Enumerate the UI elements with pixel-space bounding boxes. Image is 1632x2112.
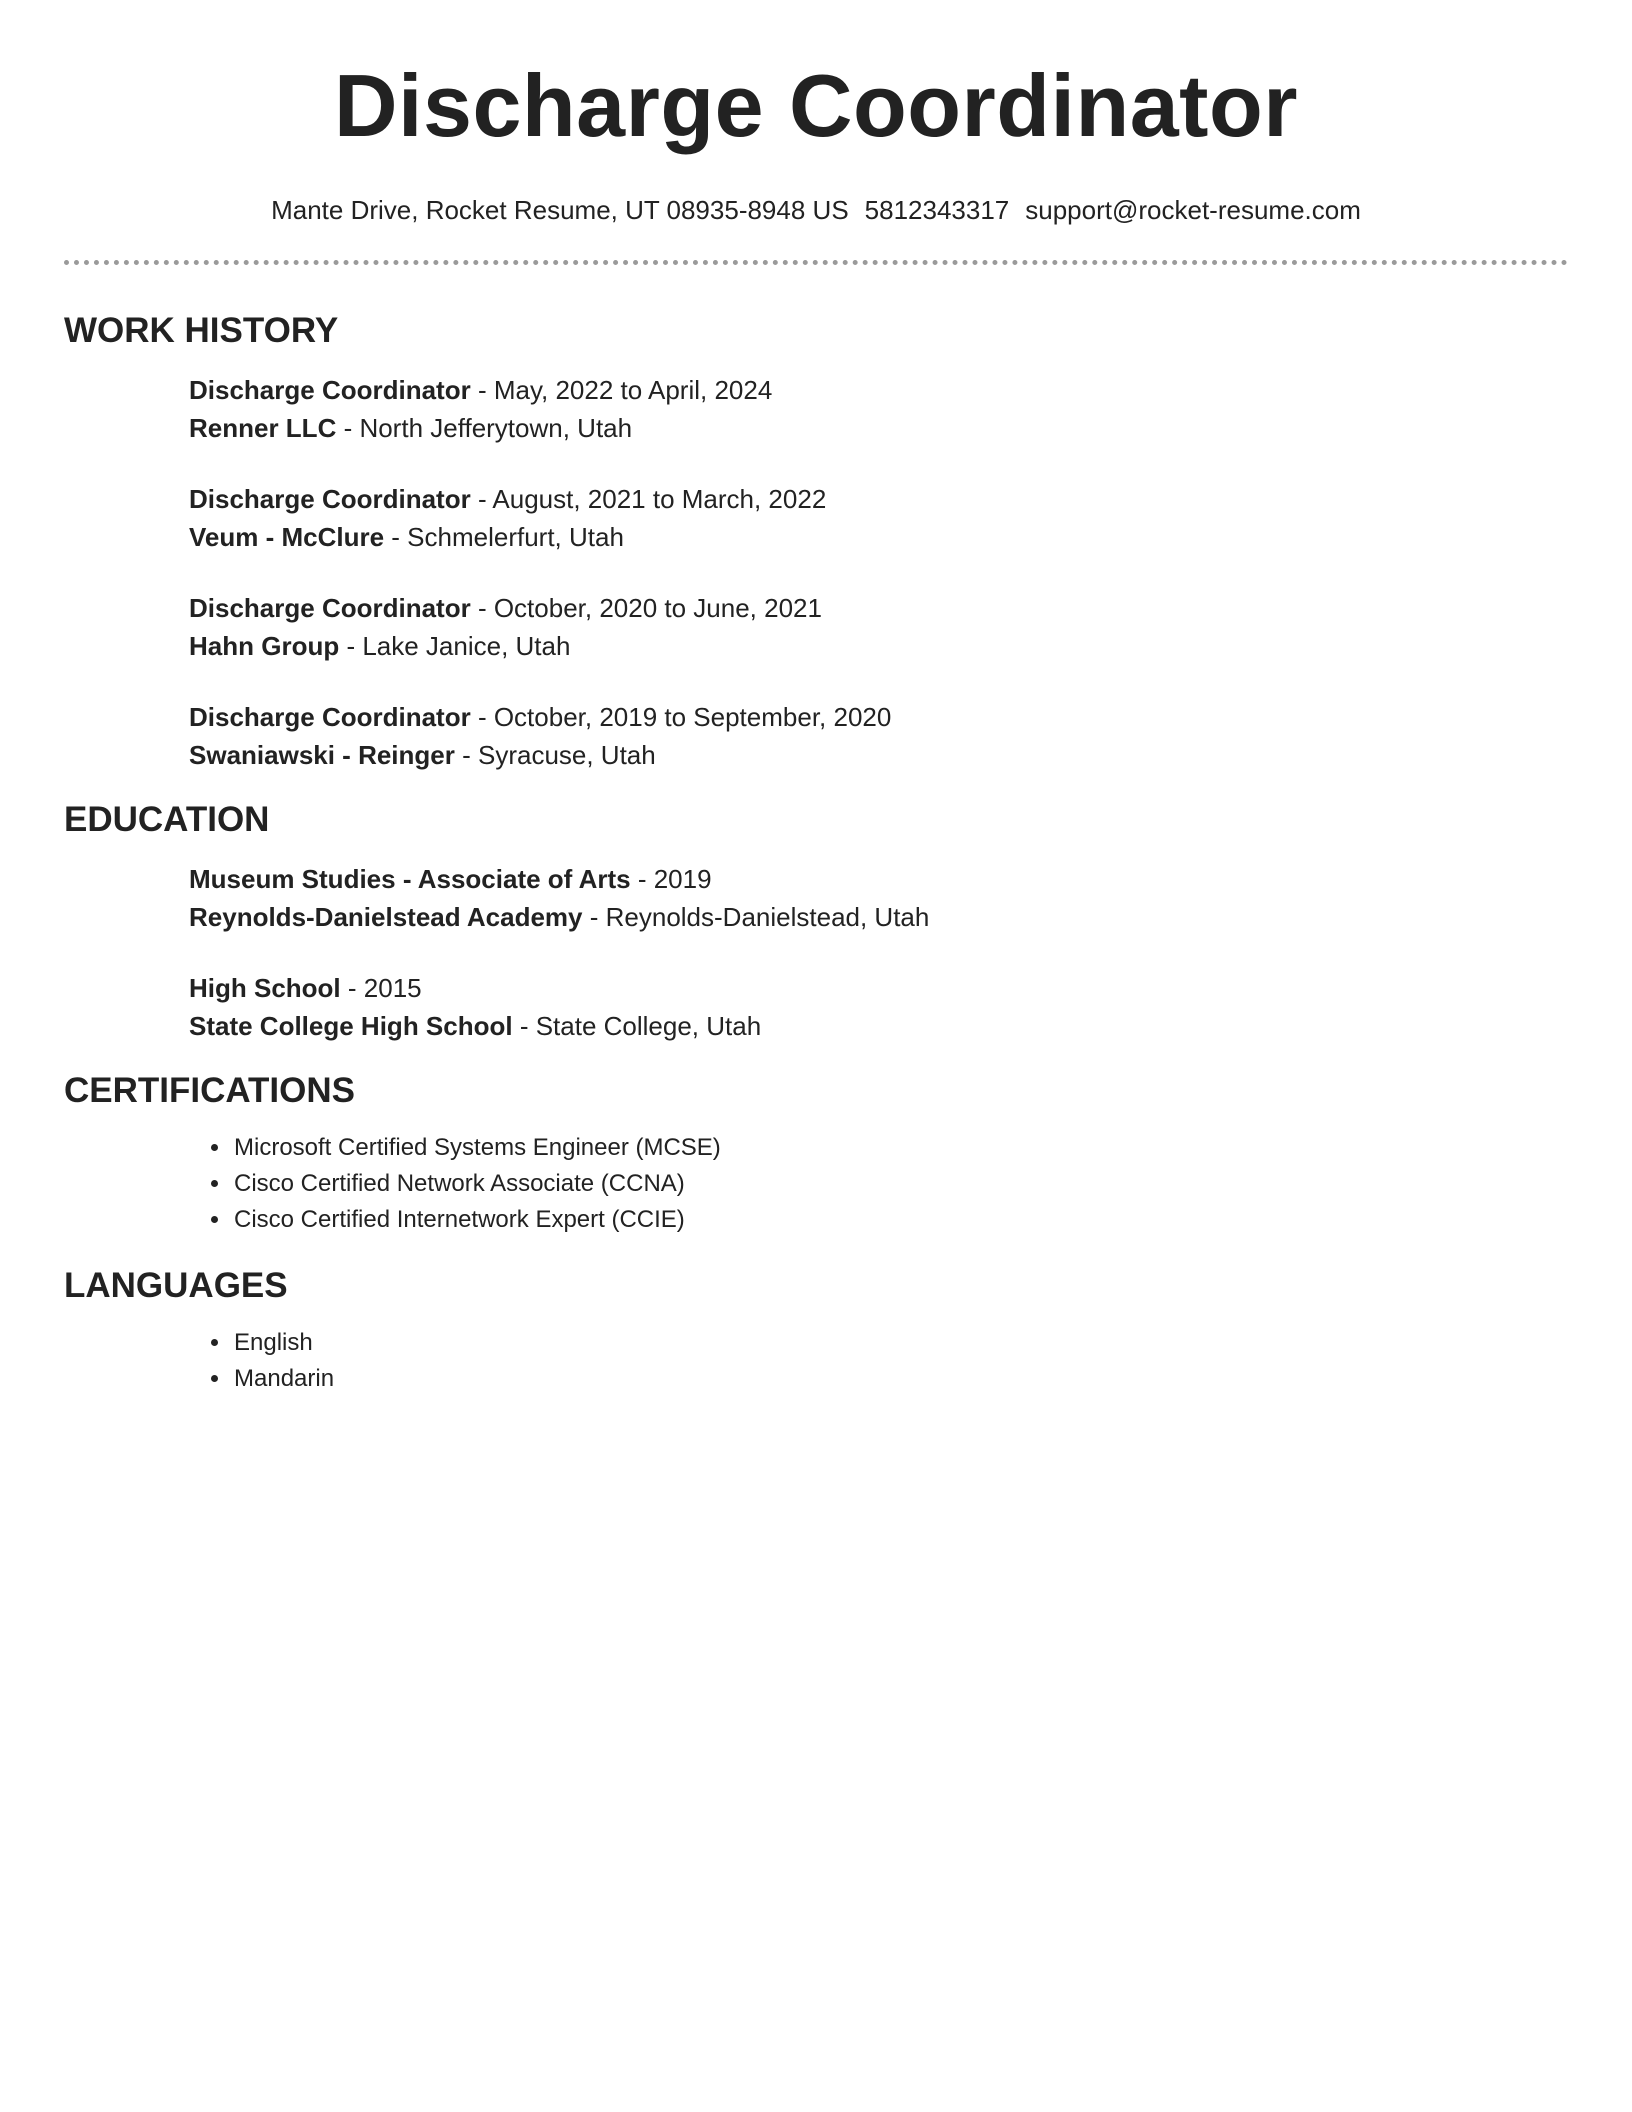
work-entry-location: - Syracuse, Utah xyxy=(454,740,656,770)
work-entry-role-line xyxy=(189,480,1568,518)
certification-item: • Cisco Certified Network Associate (CCNA) xyxy=(232,1166,1568,1202)
education-entry-degree-line xyxy=(189,969,1568,1007)
education-entry-year: - 2015 xyxy=(340,973,422,1003)
contact-email: support@rocket-resume.com xyxy=(1025,195,1361,225)
education-entry-location: - Reynolds-Danielstead, Utah xyxy=(582,902,930,932)
work-entry-role-line xyxy=(189,589,1568,627)
work-entry-role: Discharge Coordinator xyxy=(189,593,471,623)
language-item: • English xyxy=(232,1325,1568,1361)
work-entry-company: Swaniawski - Reinger xyxy=(189,740,455,770)
education-entry-year: - 2019 xyxy=(630,864,712,894)
languages-list xyxy=(189,1325,1568,1397)
work-entry-role: Discharge Coordinator xyxy=(189,702,471,732)
certification-item: • Cisco Certified Internetwork Expert (CCIE) xyxy=(232,1202,1568,1238)
work-entry-dates: - October, 2019 to September, 2020 xyxy=(470,702,892,732)
contact-phone: 5812343317 xyxy=(864,195,1010,225)
work-entry-company-line xyxy=(189,518,1568,556)
education-entry-school: Reynolds-Danielstead Academy xyxy=(189,902,583,932)
work-entry-location: - Lake Janice, Utah xyxy=(339,631,571,661)
work-entry-company-line xyxy=(189,736,1568,774)
education-entry-school-line xyxy=(189,1007,1568,1045)
work-entry-role: Discharge Coordinator xyxy=(189,484,471,514)
contact-line xyxy=(64,194,1568,226)
resume-page xyxy=(64,0,1568,1397)
education-heading: EDUCATION xyxy=(64,800,270,839)
education-entry-degree: Museum Studies - Associate of Arts xyxy=(189,864,631,894)
certification-item: • Microsoft Certified Systems Engineer (MCSE) xyxy=(232,1130,1568,1166)
work-entry-role-line xyxy=(189,698,1568,736)
certifications-heading: CERTIFICATIONS xyxy=(64,1071,356,1110)
contact-address: Mante Drive, Rocket Resume, UT 08935-8948 US xyxy=(271,195,849,225)
education-entry xyxy=(189,969,1568,1045)
work-entry xyxy=(189,698,1568,774)
header-divider xyxy=(64,260,1568,265)
resume-name: Discharge Coordinator xyxy=(334,56,1298,155)
languages-heading: LANGUAGES xyxy=(64,1266,288,1305)
education-entry xyxy=(189,860,1568,936)
work-entry-dates: - August, 2021 to March, 2022 xyxy=(470,484,827,514)
language-item: • Mandarin xyxy=(232,1361,1568,1397)
work-entry xyxy=(189,371,1568,447)
certifications-list-wrap xyxy=(189,1130,1568,1238)
work-entry-role-line xyxy=(189,371,1568,409)
education-entry-degree-line xyxy=(189,860,1568,898)
education-entry-school: State College High School xyxy=(189,1011,513,1041)
work-entry-company-line xyxy=(189,627,1568,665)
work-entry-dates: - May, 2022 to April, 2024 xyxy=(470,375,773,405)
work-entry xyxy=(189,589,1568,665)
languages-list-wrap xyxy=(189,1325,1568,1397)
work-entry-company: Hahn Group xyxy=(189,631,340,661)
work-entry-dates: - October, 2020 to June, 2021 xyxy=(470,593,822,623)
education-entry-school-line xyxy=(189,898,1568,936)
education-entry-location: - State College, Utah xyxy=(512,1011,762,1041)
education-entry-degree: High School xyxy=(189,973,341,1003)
work-entry-company: Veum - McClure xyxy=(189,522,385,552)
work-entry-location: - North Jefferytown, Utah xyxy=(336,413,633,443)
work-history-list xyxy=(189,371,1568,774)
work-entry xyxy=(189,480,1568,556)
work-entry-role: Discharge Coordinator xyxy=(189,375,471,405)
work-history-heading: WORK HISTORY xyxy=(64,311,339,350)
certifications-list xyxy=(189,1130,1568,1238)
work-entry-location: - Schmelerfurt, Utah xyxy=(384,522,624,552)
work-entry-company: Renner LLC xyxy=(189,413,337,443)
education-list xyxy=(189,860,1568,1045)
work-entry-company-line xyxy=(189,409,1568,447)
